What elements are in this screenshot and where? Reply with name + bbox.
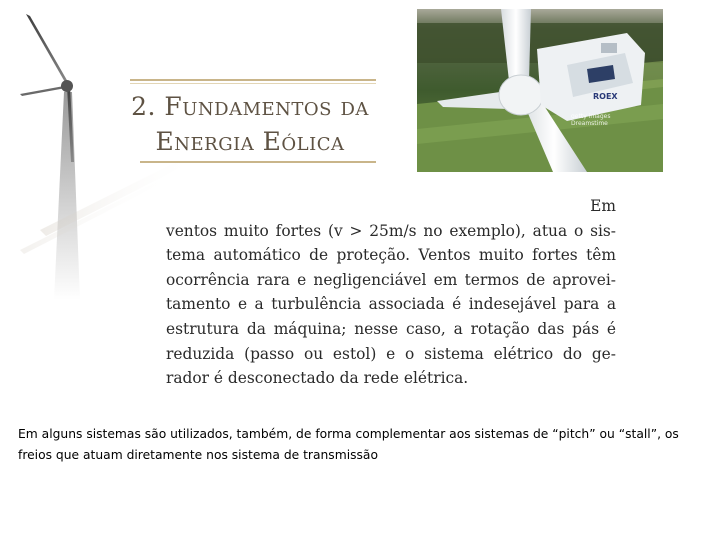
photo-watermark [571,113,610,127]
turbine-nacelle-photo [417,9,663,172]
book-line-7: reduzida (passo ou estol) e o sistema elétrico do ge- [166,344,616,363]
photo-watermark-line2: Dreamstime [571,120,608,127]
book-line-5: tamento e a turbulência associada é indesejável para a [166,295,616,314]
title-rule-bottom [140,161,376,163]
book-line-2: ventos muito fortes (v > 25m/s no exemplo), atua o sis- [166,221,616,240]
slide-title-line1: 2. Fundamentos da [131,92,369,121]
book-line-8: rador é desconectado da rede elétrica. [166,369,469,388]
book-line-6: estrutura da máquina; nesse caso, a rotação das pás é [166,319,616,338]
book-paragraph [166,194,616,391]
nacelle-brand-text: ROEX [593,92,618,101]
slide-title-line2: Energia Eólica [155,127,345,156]
book-line-4: ocorrência rara e negligenciável em termos de aprovei- [166,270,616,289]
title-rule-top-thin [130,83,376,84]
book-line-1: Em [590,197,616,215]
slide-caption [18,424,718,466]
slide-title [100,89,400,159]
caption-line-2: freios que atuam diretamente nos sistema de transmissão [18,448,378,462]
caption-line-1: Em alguns sistemas são utilizados, também, de forma complementar aos sistemas de “pitch” ou “stall”, os [18,427,679,441]
book-line-3: tema automático de proteção. Ventos muito fortes têm [166,246,616,265]
photo-watermark-line1: getty images [571,113,611,120]
title-rule-top [130,79,376,81]
